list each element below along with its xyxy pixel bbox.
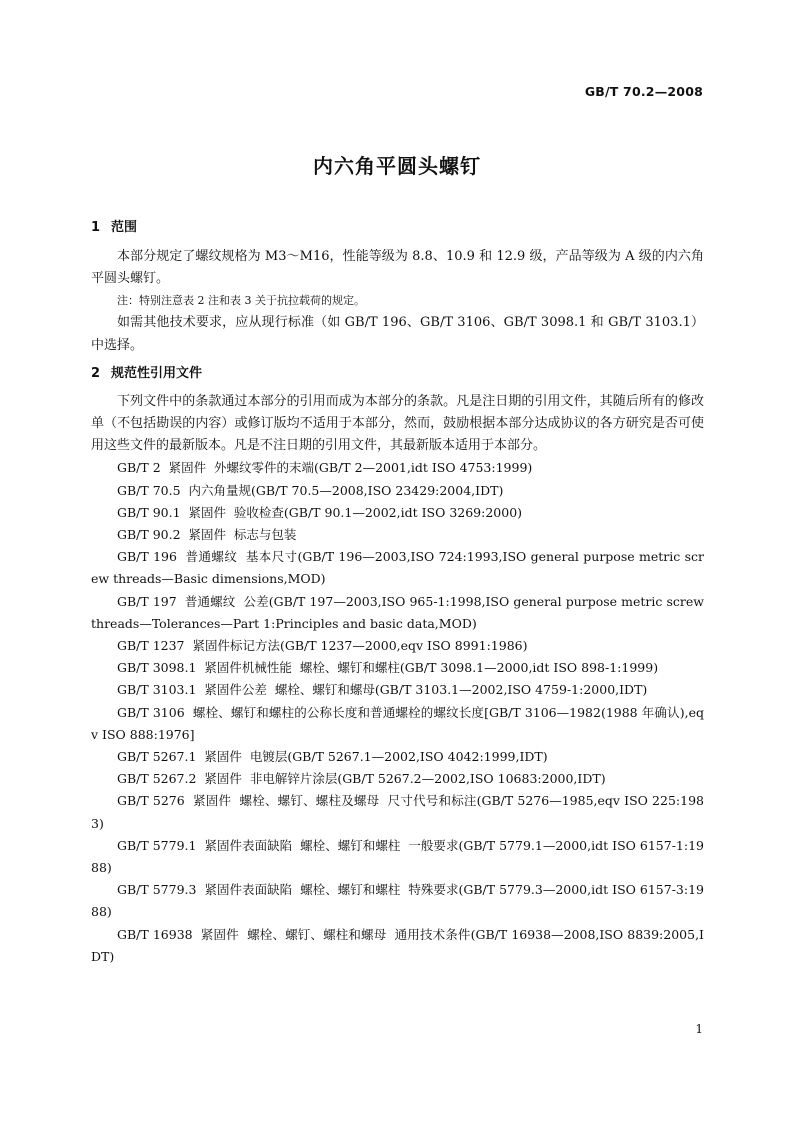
- reference-item: GB/T 5779.1 紧固件表面缺陷 螺栓、螺钉和螺柱 一般要求(GB/T 5779.1—2000,idt ISO 6157-1:1988): [91, 837, 704, 876]
- section-1-title: 范围: [111, 220, 138, 235]
- section-2-title: 规范性引用文件: [111, 365, 203, 381]
- scope-note: 注：特别注意表 2 注和表 3 关于抗拉载荷的规定。: [117, 294, 365, 308]
- reference-item: GB/T 5779.3 紧固件表面缺陷 螺栓、螺钉和螺柱 特殊要求(GB/T 5779.3—2000,idt ISO 6157-3:1988): [91, 882, 704, 920]
- page-number: 1: [695, 1022, 703, 1036]
- document-body: [91, 217, 708, 968]
- reference-item: GB/T 3106 螺栓、螺钉和螺柱的公称长度和普通螺栓的螺纹长度[GB/T 3106—1982(1988 年确认),eqv ISO 888:1976]: [91, 704, 704, 742]
- section-2-number: 2: [91, 365, 101, 381]
- document-title: 内六角平圆头螺钉: [313, 154, 481, 178]
- scope-paragraph: 本部分规定了螺纹规格为 M3～M16，性能等级为 8.8、10.9 和 12.9 级，产品等级为 A 级的内六角平圆头螺钉。: [91, 249, 704, 287]
- reference-item: GB/T 5267.1 紧固件 电镀层(GB/T 5267.1—2002,ISO 4042:1999,IDT): [117, 749, 548, 765]
- references-intro: 下列文件中的条款通过本部分的引用而成为本部分的条款。凡是注日期的引用文件，其随后所有的修改单（不包括勘误的内容）或修订版均不适用于本部分，然而，鼓励根据本部分达成协议的各方研究是否可使用这些文件的最新版本。凡是不注日期的引用文件，其最新版本适用于本部分。: [91, 393, 704, 454]
- reference-item: GB/T 3098.1 紧固件机械性能 螺栓、螺钉和螺柱(GB/T 3098.1—2000,idt ISO 898-1:1999): [117, 660, 659, 676]
- reference-item: GB/T 90.1 紧固件 验收检查(GB/T 90.1—2002,idt ISO 3269:2000): [117, 504, 523, 520]
- reference-item: GB/T 3103.1 紧固件公差 螺栓、螺钉和螺母(GB/T 3103.1—2002,ISO 4759-1:2000,IDT): [117, 682, 648, 698]
- reference-item: GB/T 196 普通螺纹 基本尺寸(GB/T 196—2003,ISO 724:1993,ISO general purpose metric screw threads—Basic dimensions,MOD): [91, 549, 704, 587]
- reference-item: GB/T 197 普通螺纹 公差(GB/T 197—2003,ISO 965-1:1998,ISO general purpose metric screw threads—Tolerances—Part 1:Principles and basic data,MOD): [91, 593, 708, 631]
- section-1-number: 1: [91, 220, 101, 235]
- reference-item: GB/T 1237 紧固件标记方法(GB/T 1237—2000,eqv ISO 8991:1986): [117, 638, 528, 654]
- reference-item: GB/T 70.5 内六角量规(GB/T 70.5—2008,ISO 23429:2004,IDT): [117, 482, 504, 498]
- reference-item: GB/T 2 紧固件 外螺纹零件的末端(GB/T 2—2001,idt ISO 4753:1999): [117, 460, 533, 476]
- standard-number: GB/T 70.2—2008: [584, 84, 703, 99]
- reference-item: GB/T 90.2 紧固件 标志与包装: [117, 527, 297, 543]
- reference-item: GB/T 5276 紧固件 螺栓、螺钉、螺柱及螺母 尺寸代号和标注(GB/T 5276—1985,eqv ISO 225:1983): [91, 793, 704, 831]
- section-2-heading: [91, 363, 704, 385]
- section-1-heading: [91, 217, 704, 239]
- reference-item: GB/T 5267.2 紧固件 非电解锌片涂层(GB/T 5267.2—2002,ISO 10683:2000,IDT): [117, 771, 606, 787]
- scope-paragraph-2: 如需其他技术要求，应从现行标准（如 GB/T 196、GB/T 3106、GB/T 3098.1 和 GB/T 3103.1）中选择。: [91, 315, 704, 353]
- reference-item: GB/T 16938 紧固件 螺栓、螺钉、螺柱和螺母 通用技术条件(GB/T 16938—2008,ISO 8839:2005,IDT): [91, 926, 704, 964]
